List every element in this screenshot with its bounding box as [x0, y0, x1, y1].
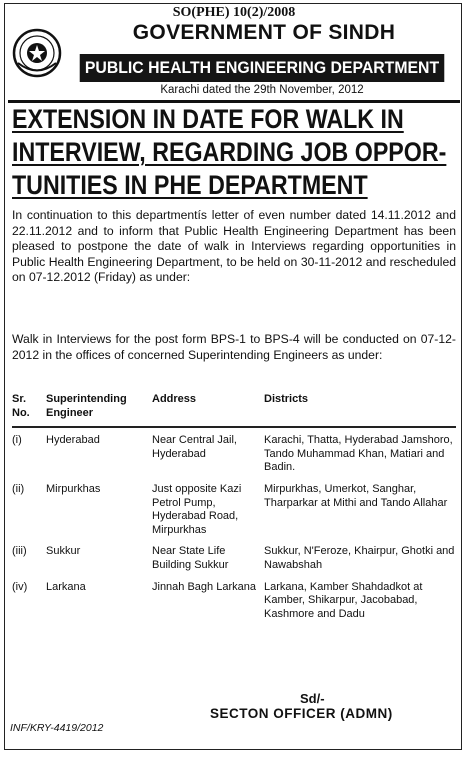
cell-engineer: Sukkur	[46, 545, 81, 558]
inf-code: INF/KRY-4419/2012	[10, 722, 104, 734]
engineer-offices-table	[12, 393, 456, 623]
table-row	[12, 539, 456, 574]
reference-number: SO(PHE) 10(2)/2008	[172, 5, 296, 20]
cell-sr: (i)	[12, 434, 22, 447]
table-row	[12, 575, 456, 624]
cell-sr: (iv)	[12, 580, 28, 593]
header-address: Address	[152, 393, 264, 427]
cell-address: Jinnah Bagh Larkana	[152, 580, 256, 593]
cell-districts: Mirpurkhas, Umerkot, Sanghar, Tharparkar at Mithi and Tando Allahar	[264, 482, 448, 509]
cell-engineer: Larkana	[46, 580, 86, 593]
headline-line-1: EXTENSION IN DATE FOR WALK IN	[12, 104, 404, 134]
cell-districts: Larkana, Kamber Shahdadkot at Kamber, Shikarpur, Jacobabad, Kashmore and Dadu	[264, 580, 423, 620]
headline-line-3: TUNITIES IN PHE DEPARTMENT	[12, 170, 368, 200]
cell-address: Near State Life Building Sukkur	[152, 545, 229, 571]
cell-engineer: Hyderabad	[46, 434, 100, 447]
dated-line: Karachi dated the 29th November, 2012	[160, 84, 364, 96]
table-header-row	[12, 393, 456, 427]
paragraph-walk-in: Walk in Interviews for the post form BPS-1 to BPS-4 will be conducted on 07-12-2012 in the offices of concerned Superintending Engineers as under:	[12, 332, 456, 362]
headline	[12, 103, 457, 202]
department-banner: PUBLIC HEALTH ENGINEERING DEPARTMENT	[80, 54, 445, 82]
headline-line-2: INTERVIEW, REGARDING JOB OPPOR-	[12, 137, 447, 167]
cell-engineer: Mirpurkhas	[46, 482, 101, 495]
table-row	[12, 477, 456, 539]
header-engineer: Superintending Engineer	[46, 393, 152, 427]
cell-address: Near Central Jail, Hyderabad	[152, 434, 237, 460]
table-row	[12, 427, 456, 477]
cell-districts: Sukkur, N'Feroze, Khairpur, Ghotki and Nawabshah	[264, 545, 455, 571]
paragraph-continuation: In continuation to this departmentís letter of even number dated 14.11.2012 and 22.11.2012 and to inform that Public Health Engineering Department has been pleased to postpone the date of walk in Interviews regarding opportunities in Public Health Engineering Department, to be held on 30-11-2012 and rescheduled on 07-12.2012 (Friday) as under:	[12, 208, 456, 285]
header-districts: Districts	[264, 393, 456, 427]
cell-sr: (ii)	[12, 482, 25, 495]
signing-officer: SECTON OFFICER (ADMN)	[210, 706, 393, 721]
header-sr-no: Sr. No.	[12, 393, 46, 427]
cell-address: Just opposite Kazi Petrol Pump, Hyderabad Road, Mirpurkhas	[152, 482, 242, 536]
cell-districts: Karachi, Thatta, Hyderabad Jamshoro, Tando Muhammad Khan, Matiari and Badin.	[264, 434, 453, 474]
government-title: GOVERNMENT OF SINDH	[132, 21, 396, 44]
signature-sd: Sd/-	[300, 691, 325, 706]
seal-icon	[12, 28, 62, 78]
cell-sr: (iii)	[12, 545, 27, 558]
